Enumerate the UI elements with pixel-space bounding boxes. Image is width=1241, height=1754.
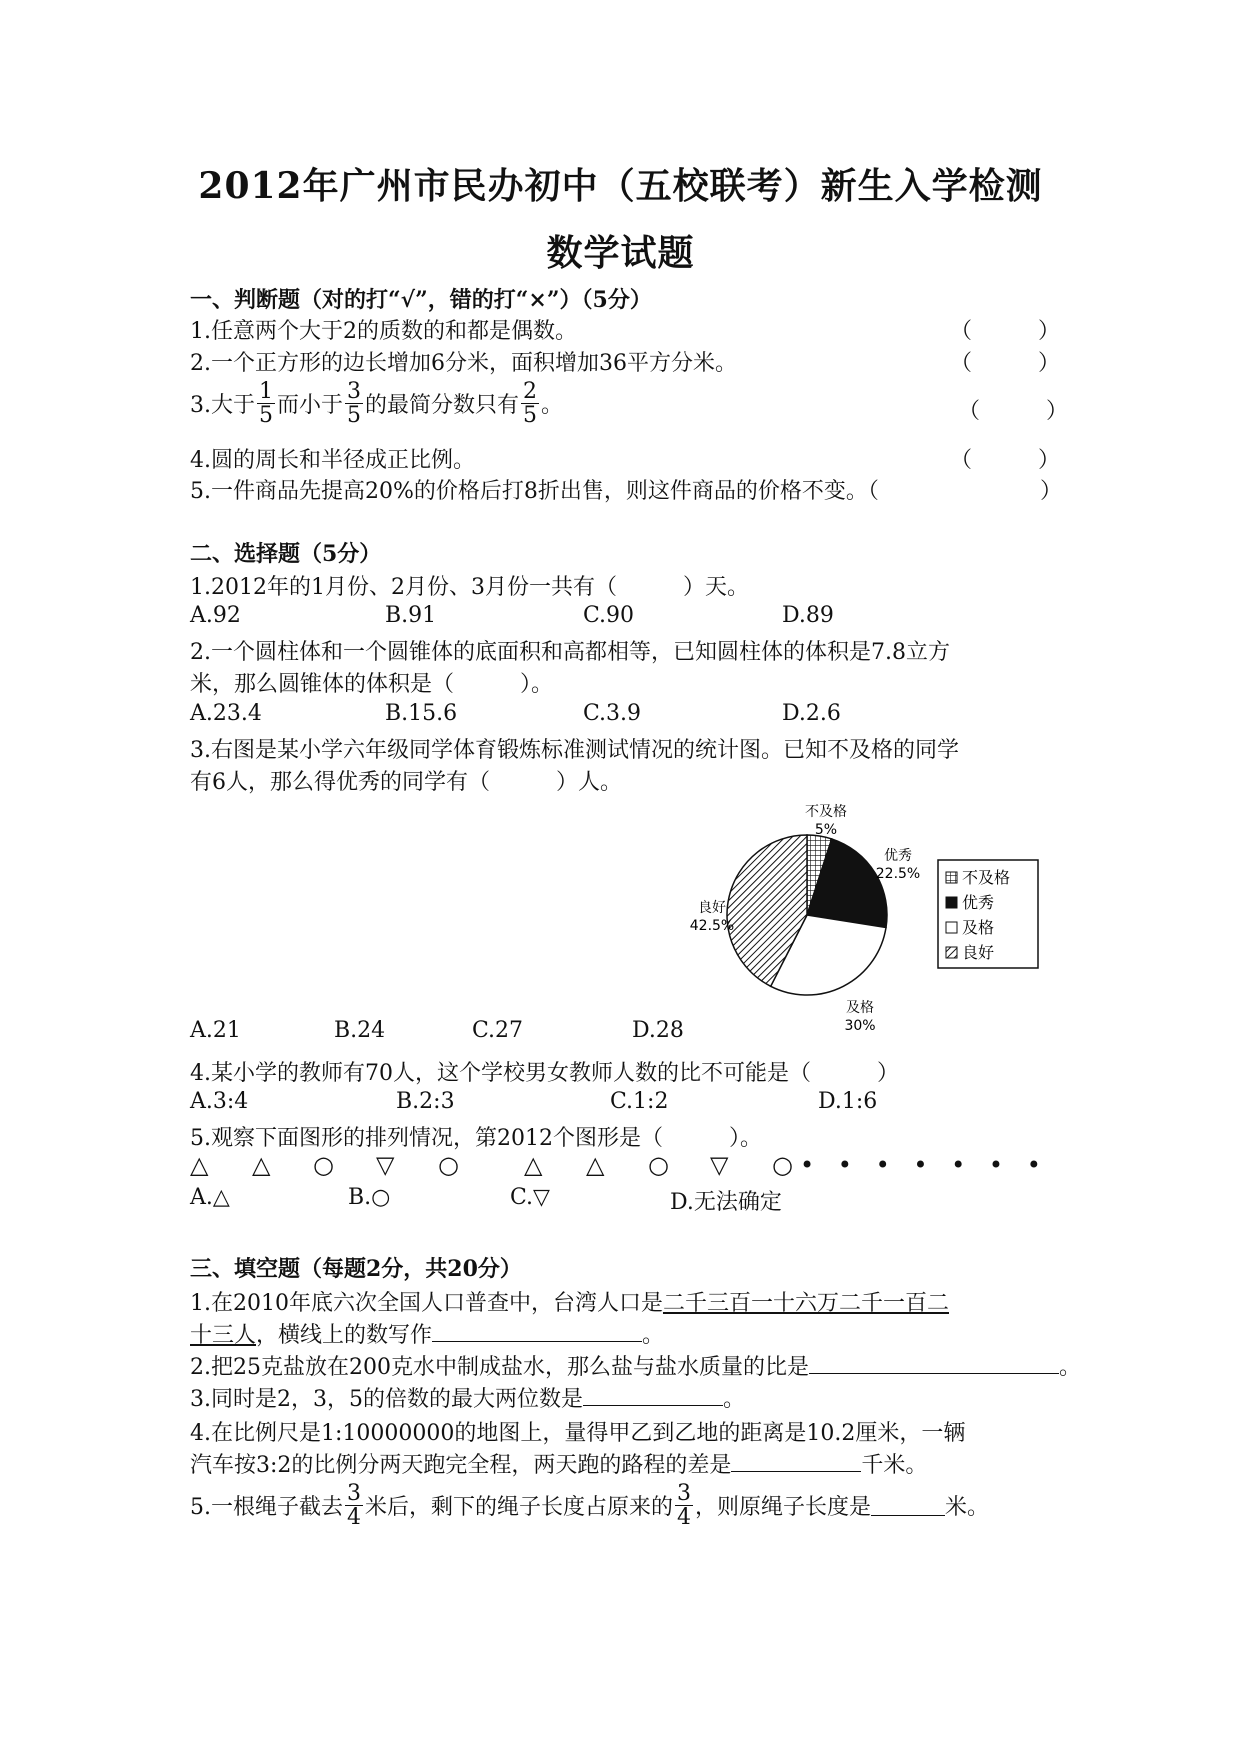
s3-q2-end: 。 (1058, 1355, 1081, 1380)
s1-q1-answer-paren: （ ） (950, 319, 1061, 344)
pie-value-jige: 30% (844, 1018, 876, 1034)
s1-q2: 2.一个正方形的边长增加6分米，面积增加36平方分米。 (190, 351, 737, 376)
seq-shape-3: ○ (313, 1151, 334, 1179)
s2-q3-option-b: B.24 (334, 1018, 386, 1043)
s1-q3-text-a: 3.大于 (190, 393, 255, 419)
s1-q4-answer-paren: （ ） (950, 448, 1061, 473)
s3-q5 (190, 1482, 989, 1529)
s2-q1-option-d: D.89 (782, 603, 834, 628)
s3-q1-underlined-2: 十三人 (190, 1323, 257, 1348)
section2-heading: 二、选择题（5分） (190, 541, 382, 567)
s1-q3-answer-paren: （ ） (958, 399, 1069, 424)
s2-q1-option-a: A.92 (190, 603, 241, 628)
section3-heading: 三、填空题（每题2分，共20分） (190, 1256, 522, 1282)
s2-q4-option-b: B.2:3 (396, 1089, 455, 1114)
s1-q5-answer-close: ） (1040, 479, 1063, 504)
s2-q3-option-a: A.21 (190, 1018, 241, 1043)
s2-q1: 1.2012年的1月份、2月份、3月份一共有（ ）天。 (190, 575, 749, 600)
s3-q5-text-a: 5.一根绳子截去 (190, 1495, 343, 1521)
seq-shape-1: △ (190, 1151, 209, 1179)
seq-shape-4: ▽ (376, 1151, 395, 1179)
s3-q3-end: 。 (722, 1387, 745, 1412)
s3-q4-text: 汽车按3:2的比例分两天跑完全程，两天跑的路程的差是 (190, 1453, 732, 1478)
s3-q1-end: 。 (642, 1323, 665, 1348)
pie-label-lianghao: 良好 (698, 900, 726, 916)
s3-q1-underlined-1: 二千三百一十六万二千一百二 (662, 1291, 949, 1316)
seq-shape-9: ▽ (710, 1151, 729, 1179)
seq-shape-10: ○ (772, 1151, 793, 1179)
s3-q1-blank[interactable] (432, 1321, 642, 1342)
fraction-3-4-b: $\frac{3}{4}$ (677, 1481, 692, 1531)
s3-q5-end: 米。 (945, 1495, 990, 1521)
s1-q3 (190, 380, 563, 427)
pie-legend (938, 860, 1038, 968)
s2-q1-option-c: C.90 (583, 603, 635, 628)
s2-q4: 4.某小学的教师有70人，这个学校男女教师人数的比不可能是（ ） (190, 1061, 899, 1086)
s1-q4: 4.圆的周长和半径成正比例。 (190, 448, 475, 473)
s1-q3-text-c: 的最简分数只有 (365, 393, 520, 419)
pie-label-jige: 及格 (846, 1000, 874, 1016)
s3-q1-line2 (190, 1318, 664, 1349)
legend-youxiu: 优秀 (962, 893, 995, 912)
seq-shape-2: △ (252, 1151, 271, 1179)
s2-q5: 5.观察下面图形的排列情况，第2012个图形是（ ）。 (190, 1126, 762, 1151)
s1-q2-answer-paren: （ ） (950, 351, 1061, 376)
s1-q5: 5.一件商品先提高20%的价格后打8折出售，则这件商品的价格不变。（ (190, 479, 879, 504)
s3-q4-line1: 4.在比例尺是1:10000000的地图上，量得甲乙到乙地的距离是10.2厘米，一辆 (190, 1421, 966, 1446)
s1-q1: 1.任意两个大于2的质数的和都是偶数。 (190, 319, 577, 344)
legend-lianghao: 良好 (962, 943, 995, 962)
s3-q2 (190, 1350, 1081, 1381)
s3-q2-text: 2.把25克盐放在200克水中制成盐水，那么盐与盐水质量的比是 (190, 1355, 809, 1380)
s3-q5-text-c: ，则原绳子长度是 (695, 1495, 872, 1521)
s3-q5-text-b: 米后，剩下的绳子长度占原来的 (365, 1495, 674, 1521)
s2-q3-line1: 3.右图是某小学六年级同学体育锻炼标准测试情况的统计图。已知不及格的同学 (190, 738, 959, 763)
s2-q4-option-d: D.1:6 (818, 1089, 878, 1114)
legend-swatch-lianghao (946, 947, 957, 958)
s1-q3-text-d: 。 (541, 393, 564, 419)
s2-q2-option-b: B.15.6 (385, 701, 458, 726)
s3-q4-end: 千米。 (861, 1453, 928, 1478)
s3-q2-blank[interactable] (809, 1353, 1059, 1374)
pie-value-bujige: 5% (814, 822, 838, 838)
pie-label-youxiu: 优秀 (884, 848, 912, 864)
legend-swatch-youxiu (946, 897, 957, 908)
s1-q3-text-b: 而小于 (277, 393, 344, 419)
page-title: 2012年广州市民办初中（五校联考）新生入学检测 (198, 165, 1043, 207)
s3-q1-text-a: 1.在2010年底六次全国人口普查中，台湾人口是 (190, 1291, 663, 1316)
seq-shape-8: ○ (648, 1151, 669, 1179)
legend-swatch-bujige (946, 872, 957, 883)
s2-q2-option-a: A.23.4 (190, 701, 262, 726)
pie-value-youxiu: 22.5% (875, 866, 921, 882)
s2-q2-option-d: D.2.6 (782, 701, 841, 726)
fraction-3-4-a: $\frac{3}{4}$ (347, 1481, 361, 1531)
s2-q2-option-c: C.3.9 (583, 701, 642, 726)
page-subtitle: 数学试题 (546, 232, 695, 274)
legend-swatch-jige (946, 922, 957, 933)
s2-q3-option-c: C.27 (472, 1018, 524, 1043)
s3-q3-text: 3.同时是2，3，5的倍数的最大两位数是 (190, 1387, 583, 1412)
section1-heading: 一、判断题（对的打“√”，错的打“×”）（5分） (190, 287, 652, 313)
s2-q3-option-d: D.28 (632, 1018, 684, 1043)
s3-q3-blank[interactable] (583, 1385, 723, 1406)
fraction-3-5: $\frac{3}{5}$ (347, 379, 362, 429)
s3-q3 (190, 1382, 745, 1413)
s2-q4-option-c: C.1:2 (610, 1089, 669, 1114)
seq-shape-5: ○ (438, 1151, 459, 1179)
s2-q4-option-a: A.3:4 (190, 1089, 249, 1114)
s2-q1-option-b: B.91 (385, 603, 437, 628)
fraction-1-5: $\frac{1}{5}$ (259, 379, 273, 429)
s3-q4-blank[interactable] (731, 1451, 861, 1472)
fraction-2-5: $\frac{2}{5}$ (523, 379, 538, 429)
s2-q5-option-b: B.○ (348, 1185, 391, 1210)
s3-q1-text-b: ，横线上的数写作 (256, 1323, 433, 1348)
seq-ellipsis: • • • • • • • (800, 1151, 1049, 1179)
legend-bujige: 不及格 (962, 868, 1011, 887)
s2-q5-option-d: D.无法确定 (670, 1190, 782, 1215)
s2-q2-line1: 2.一个圆柱体和一个圆锥体的底面积和高都相等，已知圆柱体的体积是7.8立方 (190, 640, 950, 665)
seq-shape-6: △ (524, 1151, 543, 1179)
s3-q4-line2 (190, 1448, 927, 1479)
s2-q5-option-a: A.△ (190, 1185, 230, 1210)
legend-jige: 及格 (962, 918, 995, 937)
s2-q3-line2: 有6人，那么得优秀的同学有（ ）人。 (190, 770, 622, 795)
s2-q5-option-c: C.▽ (510, 1185, 550, 1210)
pie-chart (680, 800, 1060, 1040)
seq-shape-7: △ (586, 1151, 605, 1179)
s2-q2-line2: 米，那么圆锥体的体积是（ ）。 (190, 672, 554, 697)
s3-q1-line1 (190, 1286, 949, 1317)
pie-value-lianghao: 42.5% (689, 918, 735, 934)
s3-q5-blank[interactable] (871, 1495, 945, 1516)
pie-label-bujige: 不及格 (805, 804, 847, 820)
